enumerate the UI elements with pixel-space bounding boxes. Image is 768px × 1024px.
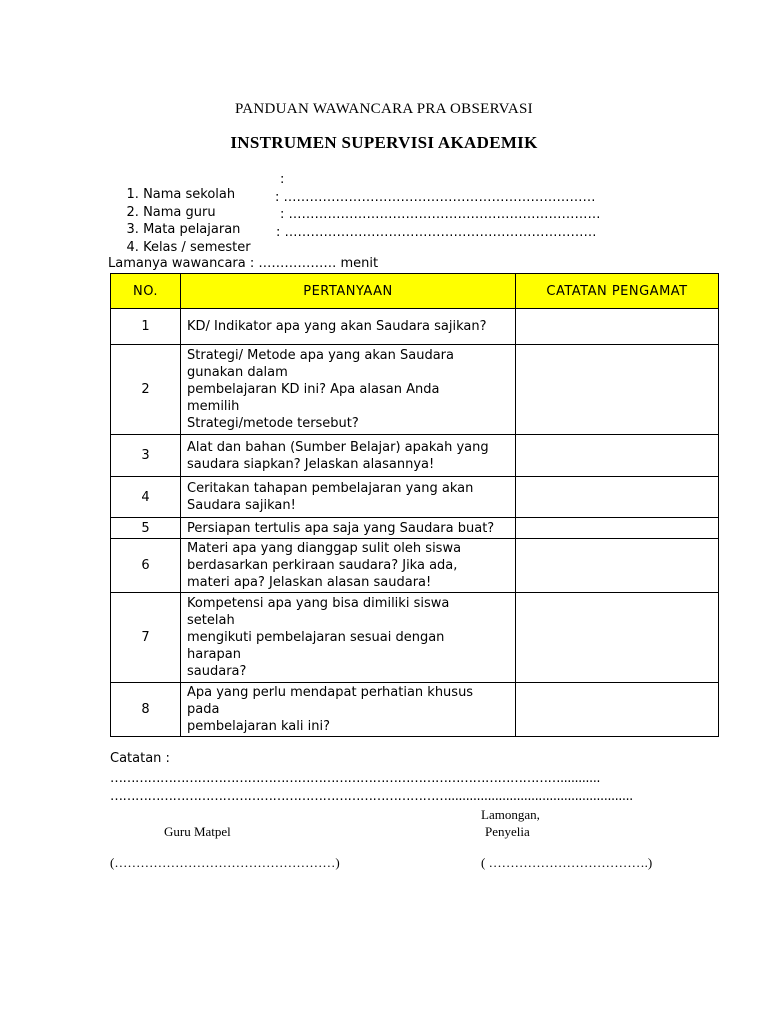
header-question: PERTANYAAN [181,274,516,309]
signature-place: Lamongan, [481,807,540,822]
school-value: : [280,172,285,187]
question-line: Strategi/ Metode apa yang akan Saudara [187,348,454,363]
observer-notes-cell[interactable] [516,477,719,518]
row-number: 8 [111,683,181,737]
class-label: 4. Kelas / semester [126,240,251,255]
table-row [111,683,719,737]
question-cell [181,345,516,435]
question-line: Kompetensi apa yang bisa dimiliki siswa [187,596,450,611]
table-header-row [111,274,719,309]
table-row [111,309,719,345]
class-value: : ……………………………………………………………… [276,225,597,240]
table-row [111,593,719,683]
table-row [111,518,719,539]
row-number: 2 [111,345,181,435]
school-label: 1. Nama sekolah [126,187,236,202]
question-cell [181,435,516,477]
supervisor-signature-blank: ( ……………………………….) [481,855,653,870]
interview-table [110,273,719,737]
question-cell [181,539,516,593]
header-no: NO. [111,274,181,309]
teacher-signature-blank: (……………………………………………) [110,855,340,870]
notes-line-2: ………………………………………………………………………................................................... [110,789,633,804]
question-line: memilih [187,399,240,414]
question-line: pembelajaran kali ini? [187,719,330,734]
teacher-signature-role: Guru Matpel [164,824,231,839]
question-line: Persiapan tertulis apa saja yang Saudara buat? [187,520,495,536]
table-row [111,539,719,593]
header-observer-notes: CATATAN PENGAMAT [516,274,719,309]
question-cell [181,593,516,683]
question-cell [181,683,516,737]
observer-notes-cell[interactable] [516,518,719,539]
notes-label: Catatan : [110,751,170,766]
question-cell [181,309,516,345]
interview-duration: Lamanya wawancara : ……………… menit [108,256,379,271]
row-number: 7 [111,593,181,683]
row-number: 3 [111,435,181,477]
row-number: 4 [111,477,181,518]
question-line: pembelajaran KD ini? Apa alasan Anda [187,382,440,397]
question-line: materi apa? Jelaskan alasan saudara! [187,575,432,590]
question-line: Apa yang perlu mendapat perhatian khusus [187,685,474,700]
question-line: Materi apa yang dianggap sulit oleh siswa [187,541,462,556]
question-line: mengikuti pembelajaran sesuai dengan [187,630,445,645]
question-cell [181,518,516,539]
question-line: pada [187,702,220,717]
notes-line-1: ………………………………………………………………………………………………........... [110,771,600,786]
row-number: 6 [111,539,181,593]
question-line: harapan [187,647,241,662]
teacher-label: 2. Nama guru [126,205,216,220]
question-line: setelah [187,613,235,628]
question-line: saudara siapkan? Jelaskan alasannya! [187,456,435,472]
table-row [111,345,719,435]
teacher-value: : ……………………………………………………………… [275,190,596,205]
observer-notes-cell[interactable] [516,593,719,683]
row-number: 1 [111,309,181,345]
observer-notes-cell[interactable] [516,345,719,435]
question-line: berdasarkan perkiraan saudara? Jika ada, [187,558,458,573]
observer-notes-cell[interactable] [516,539,719,593]
document-title: PANDUAN WAWANCARA PRA OBSERVASI [235,101,533,117]
question-line: Alat dan bahan (Sumber Belajar) apakah yang [187,439,489,455]
question-line: Ceritakan tahapan pembelajaran yang akan [187,481,474,496]
question-line: saudara? [187,664,247,679]
table-row [111,477,719,518]
observer-notes-cell[interactable] [516,683,719,737]
row-number: 5 [111,518,181,539]
question-line: gunakan dalam [187,365,288,380]
supervisor-signature-role: Penyelia [485,824,530,839]
question-cell [181,477,516,518]
question-line: Strategi/metode tersebut? [187,416,359,431]
subject-label: 3. Mata pelajaran [126,222,241,237]
observer-notes-cell[interactable] [516,309,719,345]
question-line: KD/ Indikator apa yang akan Saudara sajikan? [187,319,487,334]
subject-value: : ……………………………………………………………… [280,207,601,222]
observer-notes-cell[interactable] [516,435,719,477]
table-row [111,435,719,477]
question-line: Saudara sajikan! [187,498,296,513]
document-subtitle: INSTRUMEN SUPERVISI AKADEMIK [230,133,538,152]
